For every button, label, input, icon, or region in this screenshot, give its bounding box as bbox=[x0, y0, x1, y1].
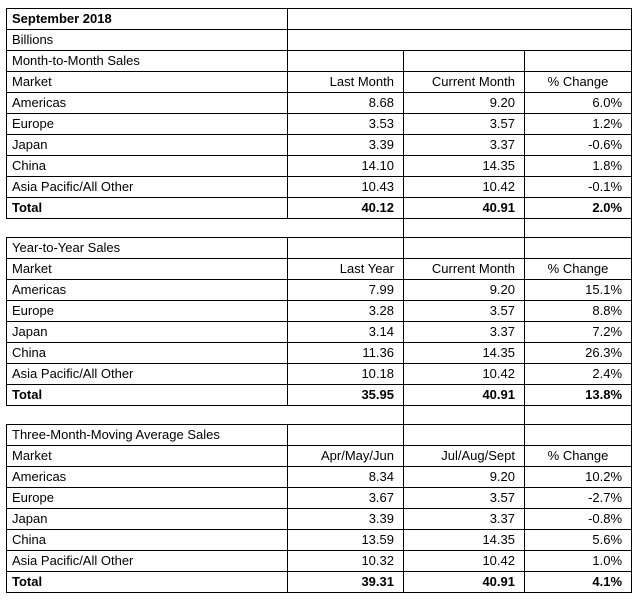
section-title-row bbox=[7, 425, 632, 446]
market-cell: China bbox=[7, 530, 288, 551]
total-value-cell: 40.91 bbox=[404, 572, 525, 593]
empty-cell bbox=[404, 425, 525, 446]
report-title-row bbox=[7, 9, 632, 30]
value-cell: 3.57 bbox=[404, 488, 525, 509]
column-header-row bbox=[7, 446, 632, 467]
value-cell: 3.57 bbox=[404, 301, 525, 322]
data-row bbox=[7, 156, 632, 177]
value-cell: 14.35 bbox=[404, 343, 525, 364]
value-cell: 2.4% bbox=[525, 364, 632, 385]
data-row bbox=[7, 488, 632, 509]
value-cell: 13.59 bbox=[288, 530, 404, 551]
value-cell: -0.6% bbox=[525, 135, 632, 156]
total-row bbox=[7, 572, 632, 593]
market-cell: Asia Pacific/All Other bbox=[7, 177, 288, 198]
total-value-cell: 4.1% bbox=[525, 572, 632, 593]
column-header-pct-change: % Change bbox=[525, 259, 632, 280]
value-cell: 3.57 bbox=[404, 114, 525, 135]
sales-report-table bbox=[6, 8, 632, 593]
total-value-cell: 39.31 bbox=[288, 572, 404, 593]
value-cell: 8.68 bbox=[288, 93, 404, 114]
market-cell: China bbox=[7, 343, 288, 364]
market-cell: Asia Pacific/All Other bbox=[7, 364, 288, 385]
empty-cell bbox=[7, 406, 404, 425]
data-row bbox=[7, 93, 632, 114]
value-cell: -0.8% bbox=[525, 509, 632, 530]
data-row bbox=[7, 343, 632, 364]
column-header-market: Market bbox=[7, 72, 288, 93]
value-cell: 14.35 bbox=[404, 530, 525, 551]
empty-cell bbox=[7, 219, 404, 238]
value-cell: 3.37 bbox=[404, 509, 525, 530]
value-cell: 9.20 bbox=[404, 280, 525, 301]
data-row bbox=[7, 177, 632, 198]
report-title: September 2018 bbox=[7, 9, 288, 30]
value-cell: 6.0% bbox=[525, 93, 632, 114]
column-header-row bbox=[7, 72, 632, 93]
column-header-last-month: Last Month bbox=[288, 72, 404, 93]
data-row bbox=[7, 530, 632, 551]
data-row bbox=[7, 364, 632, 385]
empty-cell bbox=[288, 238, 404, 259]
data-row bbox=[7, 322, 632, 343]
data-row bbox=[7, 280, 632, 301]
value-cell: 1.8% bbox=[525, 156, 632, 177]
total-value-cell: 2.0% bbox=[525, 198, 632, 219]
market-cell: Europe bbox=[7, 114, 288, 135]
section-title: Month-to-Month Sales bbox=[7, 51, 288, 72]
column-header-jul-aug-sept: Jul/Aug/Sept bbox=[404, 446, 525, 467]
units-label: Billions bbox=[7, 30, 288, 51]
empty-cell bbox=[288, 30, 632, 51]
empty-cell bbox=[404, 219, 525, 238]
market-cell: Americas bbox=[7, 467, 288, 488]
value-cell: 10.42 bbox=[404, 551, 525, 572]
total-value-cell: 13.8% bbox=[525, 385, 632, 406]
data-row bbox=[7, 135, 632, 156]
value-cell: 10.42 bbox=[404, 364, 525, 385]
value-cell: 1.2% bbox=[525, 114, 632, 135]
total-label: Total bbox=[7, 198, 288, 219]
value-cell: 3.37 bbox=[404, 135, 525, 156]
total-value-cell: 40.12 bbox=[288, 198, 404, 219]
data-row bbox=[7, 301, 632, 322]
total-value-cell: 40.91 bbox=[404, 198, 525, 219]
value-cell: 3.14 bbox=[288, 322, 404, 343]
data-row bbox=[7, 467, 632, 488]
market-cell: Europe bbox=[7, 488, 288, 509]
spacer-row bbox=[7, 406, 632, 425]
empty-cell bbox=[404, 406, 525, 425]
value-cell: 10.18 bbox=[288, 364, 404, 385]
column-header-apr-may-jun: Apr/May/Jun bbox=[288, 446, 404, 467]
data-row bbox=[7, 509, 632, 530]
total-label: Total bbox=[7, 385, 288, 406]
data-row bbox=[7, 114, 632, 135]
empty-cell bbox=[288, 425, 404, 446]
value-cell: -2.7% bbox=[525, 488, 632, 509]
value-cell: 9.20 bbox=[404, 467, 525, 488]
value-cell: 3.39 bbox=[288, 135, 404, 156]
total-label: Total bbox=[7, 572, 288, 593]
empty-cell bbox=[525, 425, 632, 446]
value-cell: 15.1% bbox=[525, 280, 632, 301]
units-row bbox=[7, 30, 632, 51]
value-cell: -0.1% bbox=[525, 177, 632, 198]
value-cell: 10.2% bbox=[525, 467, 632, 488]
empty-cell bbox=[288, 51, 404, 72]
total-row bbox=[7, 385, 632, 406]
empty-cell bbox=[404, 238, 525, 259]
column-header-row bbox=[7, 259, 632, 280]
value-cell: 3.53 bbox=[288, 114, 404, 135]
spacer-row bbox=[7, 219, 632, 238]
value-cell: 11.36 bbox=[288, 343, 404, 364]
section-title-row bbox=[7, 238, 632, 259]
value-cell: 10.43 bbox=[288, 177, 404, 198]
empty-cell bbox=[404, 51, 525, 72]
market-cell: Americas bbox=[7, 280, 288, 301]
value-cell: 3.67 bbox=[288, 488, 404, 509]
value-cell: 8.8% bbox=[525, 301, 632, 322]
value-cell: 5.6% bbox=[525, 530, 632, 551]
total-row bbox=[7, 198, 632, 219]
empty-cell bbox=[288, 9, 632, 30]
column-header-current-month: Current Month bbox=[404, 72, 525, 93]
market-cell: Europe bbox=[7, 301, 288, 322]
value-cell: 7.99 bbox=[288, 280, 404, 301]
empty-cell bbox=[525, 219, 632, 238]
value-cell: 3.39 bbox=[288, 509, 404, 530]
total-value-cell: 40.91 bbox=[404, 385, 525, 406]
data-row bbox=[7, 551, 632, 572]
market-cell: Japan bbox=[7, 135, 288, 156]
value-cell: 3.37 bbox=[404, 322, 525, 343]
market-cell: China bbox=[7, 156, 288, 177]
value-cell: 9.20 bbox=[404, 93, 525, 114]
value-cell: 14.35 bbox=[404, 156, 525, 177]
value-cell: 1.0% bbox=[525, 551, 632, 572]
market-cell: Americas bbox=[7, 93, 288, 114]
column-header-market: Market bbox=[7, 259, 288, 280]
column-header-current-month: Current Month bbox=[404, 259, 525, 280]
column-header-last-year: Last Year bbox=[288, 259, 404, 280]
empty-cell bbox=[525, 51, 632, 72]
section-title: Year-to-Year Sales bbox=[7, 238, 288, 259]
column-header-market: Market bbox=[7, 446, 288, 467]
market-cell: Japan bbox=[7, 322, 288, 343]
market-cell: Asia Pacific/All Other bbox=[7, 551, 288, 572]
value-cell: 10.32 bbox=[288, 551, 404, 572]
value-cell: 8.34 bbox=[288, 467, 404, 488]
section-title-row bbox=[7, 51, 632, 72]
value-cell: 7.2% bbox=[525, 322, 632, 343]
empty-cell bbox=[525, 238, 632, 259]
empty-cell bbox=[525, 406, 632, 425]
value-cell: 14.10 bbox=[288, 156, 404, 177]
value-cell: 26.3% bbox=[525, 343, 632, 364]
value-cell: 10.42 bbox=[404, 177, 525, 198]
column-header-pct-change: % Change bbox=[525, 72, 632, 93]
section-title: Three-Month-Moving Average Sales bbox=[7, 425, 288, 446]
total-value-cell: 35.95 bbox=[288, 385, 404, 406]
column-header-pct-change: % Change bbox=[525, 446, 632, 467]
value-cell: 3.28 bbox=[288, 301, 404, 322]
market-cell: Japan bbox=[7, 509, 288, 530]
